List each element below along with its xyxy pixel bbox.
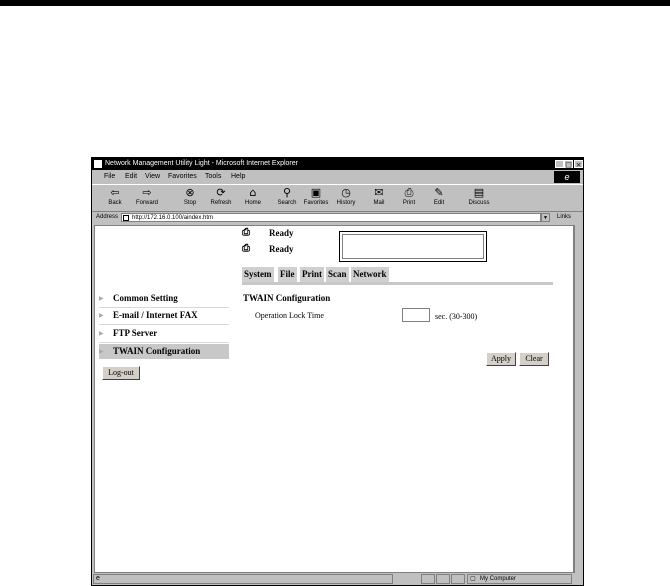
refresh-button[interactable]: ⟳ Refresh	[206, 186, 236, 210]
sidebar-item-email-internet-fax[interactable]: ▶ E-mail / Internet FAX	[99, 308, 229, 323]
status-main-pane	[93, 574, 393, 584]
page-content	[94, 225, 574, 573]
maximize-button[interactable]: □	[565, 161, 572, 169]
triangle-right-icon: ▶	[99, 295, 104, 302]
links-button[interactable]: Links	[557, 214, 572, 220]
section-title: TWAIN Configuration	[243, 293, 331, 303]
edit-icon: ✎	[434, 186, 444, 199]
tab-print[interactable]: Print	[300, 267, 324, 282]
triangle-right-icon: ▶	[99, 330, 104, 337]
address-url: http://172.16.0.100/aindex.htm	[132, 215, 214, 221]
apply-button[interactable]: Apply	[486, 352, 516, 366]
back-button[interactable]: ⇦ Back	[100, 186, 130, 210]
stop-button[interactable]: ⊗ Stop	[175, 186, 205, 210]
address-dropdown-icon[interactable]: ▼	[541, 213, 550, 222]
tab-underline	[242, 282, 553, 285]
history-icon: ◷	[341, 186, 351, 199]
forward-icon: ⇨	[142, 186, 152, 199]
page-top-rule	[0, 0, 670, 6]
triangle-right-icon: ▶	[99, 348, 104, 355]
discuss-button[interactable]: ▤ Discuss	[464, 186, 494, 210]
ie-page-icon: e	[96, 575, 100, 582]
address-input[interactable]	[121, 213, 541, 222]
printer-icon: ⎙	[242, 243, 250, 254]
menu-file[interactable]: File	[104, 173, 116, 180]
page-icon	[123, 215, 129, 221]
search-icon: ⚲	[282, 186, 292, 199]
minimize-button[interactable]: _	[555, 160, 564, 168]
status-pane	[451, 574, 465, 584]
browser-window	[91, 157, 584, 586]
tab-scan[interactable]: Scan	[326, 267, 349, 282]
triangle-right-icon: ▶	[99, 312, 104, 319]
mail-icon: ✉	[374, 186, 384, 199]
status-zone-text: My Computer	[480, 576, 517, 582]
search-button[interactable]: ⚲ Search	[272, 186, 302, 210]
favorites-icon: ▣	[310, 186, 322, 199]
window-title: Network Management Utility Light - Microsoft Internet Explorer	[105, 160, 298, 167]
toolbar	[92, 184, 583, 212]
refresh-icon: ⟳	[216, 186, 226, 199]
print-icon: ⎙	[404, 186, 414, 199]
sidebar-separator	[99, 324, 229, 325]
status-message-box	[339, 231, 487, 262]
back-icon: ⇦	[110, 186, 120, 199]
status-pane	[436, 574, 450, 584]
clear-button[interactable]: Clear	[519, 352, 549, 366]
status-pane	[421, 574, 435, 584]
stop-icon: ⊗	[185, 186, 195, 199]
address-bar	[92, 211, 583, 224]
computer-icon: ▢	[470, 576, 476, 582]
menu-help[interactable]: Help	[231, 173, 246, 180]
home-button[interactable]: ⌂ Home	[238, 186, 268, 210]
print-button[interactable]: ⎙ Print	[394, 186, 424, 210]
address-label: Address	[96, 214, 119, 220]
sidebar-item-ftp-server[interactable]: ▶ FTP Server	[99, 326, 229, 341]
printer-status-text: Ready	[269, 244, 294, 254]
vertical-scrollbar[interactable]	[574, 225, 583, 573]
logout-button[interactable]: Log-out	[102, 366, 140, 380]
menu-edit[interactable]: Edit	[125, 173, 138, 180]
menu-tools[interactable]: Tools	[205, 173, 222, 180]
operation-lock-time-unit: sec. (30-300)	[435, 312, 478, 321]
app-icon	[94, 160, 102, 168]
tab-system[interactable]: System	[242, 267, 274, 282]
home-icon: ⌂	[249, 186, 257, 199]
sidebar-item-common-setting[interactable]: ▶ Common Setting	[99, 291, 229, 306]
tab-file[interactable]: File	[278, 267, 297, 282]
forward-button[interactable]: ⇨ Forward	[132, 186, 162, 210]
title-bar	[92, 158, 583, 170]
edit-button[interactable]: ✎ Edit	[424, 186, 454, 210]
status-bar	[92, 573, 583, 585]
mail-button[interactable]: ✉ Mail	[364, 186, 394, 210]
menu-view[interactable]: View	[145, 173, 161, 180]
menu-favorites[interactable]: Favorites	[168, 173, 197, 180]
discuss-icon: ▤	[473, 186, 485, 199]
status-zone-pane	[467, 574, 572, 584]
sidebar-item-twain-configuration[interactable]: ▶ TWAIN Configuration	[99, 344, 229, 359]
menu-bar	[92, 170, 583, 183]
operation-lock-time-label: Operation Lock Time	[255, 311, 324, 320]
tab-network[interactable]: Network	[351, 267, 389, 282]
history-button[interactable]: ◷ History	[331, 186, 361, 210]
sidebar-separator	[99, 342, 229, 343]
ie-logo-icon: e	[554, 171, 580, 183]
operation-lock-time-input[interactable]	[402, 308, 430, 322]
favorites-button[interactable]: ▣ Favorites	[301, 186, 331, 210]
printer-status-text: Ready	[269, 228, 294, 238]
close-button[interactable]: ×	[575, 161, 582, 169]
printer-icon: ⎙	[242, 227, 250, 238]
